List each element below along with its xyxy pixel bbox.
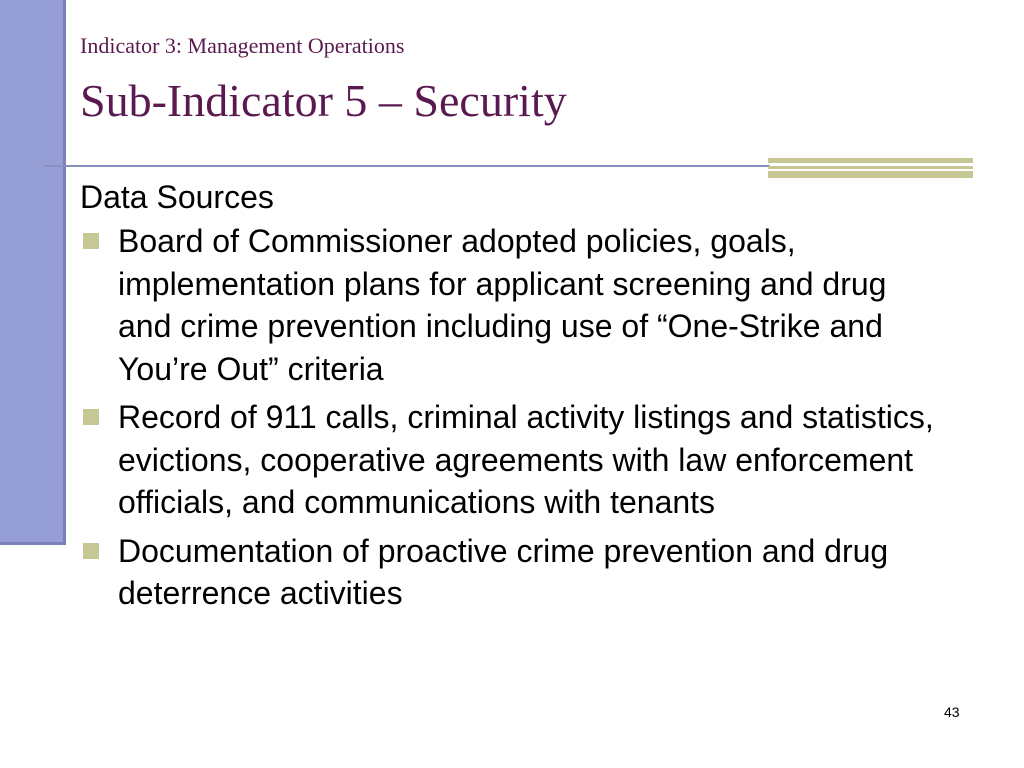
bullet-text: Documentation of proactive crime prevention and drug deterrence activities	[118, 532, 889, 611]
bullet-text: Board of Commissioner adopted policies, goals, implementation plans for applicant screening and drug and crime prevention including use of “One-Strike and You’re Out” criteria	[118, 223, 887, 387]
bullet-text: Record of 911 calls, criminal activity listings and statistics, evictions, cooperative agreements with law enforcement officials, and communications with tenants	[118, 399, 934, 520]
slide-title: Sub-Indicator 5 – Security	[80, 75, 567, 126]
square-bullet-icon	[83, 233, 99, 249]
accent-line	[768, 166, 973, 169]
accent-line	[768, 158, 973, 163]
title-divider-line	[44, 165, 770, 167]
bullet-item	[80, 396, 940, 524]
bullet-item	[80, 530, 940, 615]
square-bullet-icon	[83, 409, 99, 425]
bullet-item	[80, 220, 940, 390]
page-number: 43	[944, 704, 960, 720]
left-accent-bar	[0, 0, 66, 545]
slide-content	[80, 176, 940, 621]
slide-subtitle: Indicator 3: Management Operations	[80, 33, 405, 58]
section-heading: Data Sources	[80, 179, 274, 215]
decorative-accent-lines	[768, 158, 973, 178]
bullet-list	[80, 220, 940, 615]
square-bullet-icon	[83, 543, 99, 559]
